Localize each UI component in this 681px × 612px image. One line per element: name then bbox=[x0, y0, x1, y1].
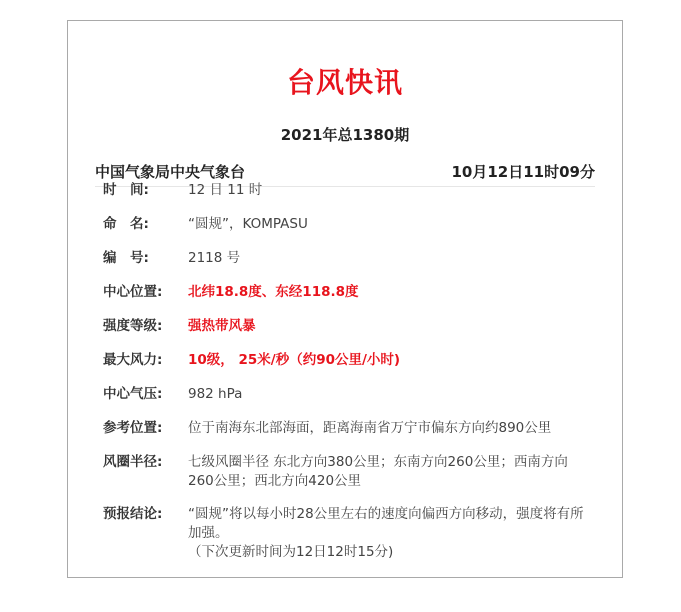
field-value: 强热带风暴 bbox=[188, 318, 256, 334]
field-label: 预报结论: bbox=[103, 506, 163, 522]
field-label: 中心气压: bbox=[103, 386, 163, 402]
field-value: 12 日 11 时 bbox=[188, 182, 263, 198]
field-value: 10级， 25米/秒（约90公里/小时) bbox=[188, 352, 401, 368]
field-label: 风圈半径: bbox=[103, 454, 163, 470]
field-value: 位于南海东北部海面，距离海南省万宁市偏东方向约890公里 bbox=[188, 420, 552, 436]
field-value: 2118 号 bbox=[188, 250, 241, 266]
field-label: 中心位置: bbox=[103, 284, 163, 300]
field-label: 强度等级: bbox=[103, 318, 163, 334]
field-value: 982 hPa bbox=[188, 386, 243, 402]
field-label: 参考位置: bbox=[103, 420, 163, 436]
issue-number: 2021年总1380期 bbox=[280, 126, 410, 144]
bulletin-title: 台风快讯 bbox=[286, 66, 403, 99]
agency-row bbox=[95, 161, 595, 183]
next-update-note: （下次更新时间为12日12时15分) bbox=[188, 544, 394, 560]
field-value: “圆规”，KOMPASU bbox=[188, 216, 308, 232]
field-label: 命 名: bbox=[103, 216, 149, 232]
field-value: 北纬18.8度、东经118.8度 bbox=[188, 284, 359, 300]
field-value: 七级风圈半径 东北方向380公里；东南方向260公里；西南方向260公里；西北方向420公里 bbox=[188, 454, 568, 489]
forecast-text: “圆规”将以每小时28公里左右的速度向偏西方向移动，强度将有所加强。 bbox=[188, 506, 584, 541]
issued-time: 10月12日11时09分 bbox=[451, 163, 595, 181]
field-value-block bbox=[188, 505, 588, 562]
field-label: 时 间: bbox=[103, 182, 149, 198]
field-label: 编 号: bbox=[103, 250, 149, 266]
field-label: 最大风力: bbox=[103, 352, 163, 368]
agency-name: 中国气象局中央气象台 bbox=[95, 163, 246, 181]
typhoon-bulletin-card bbox=[67, 20, 623, 578]
